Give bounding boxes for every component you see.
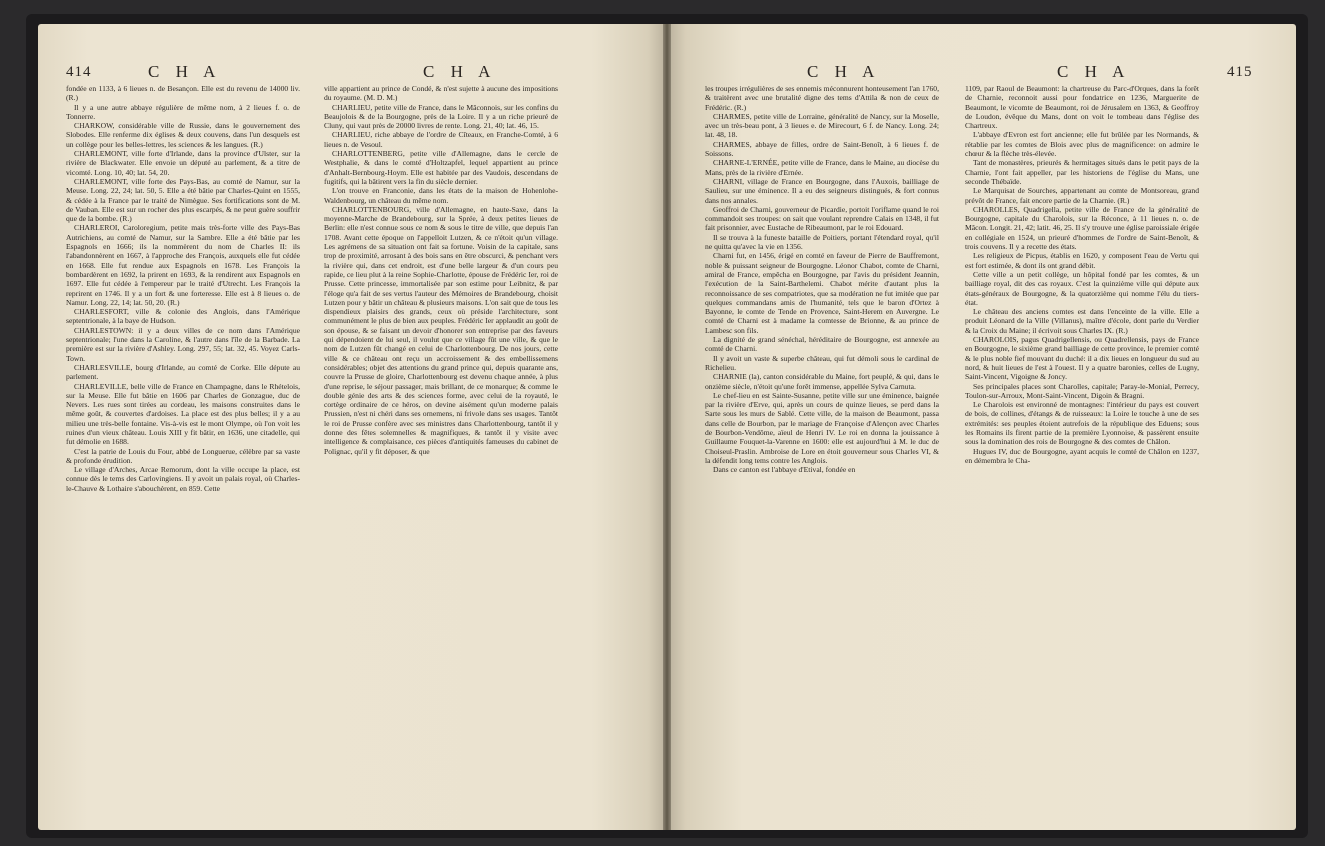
paragraph: Charni fut, en 1456, érigé en comté en faveur de Pierre de Bauffremont, noble & puissant seigneur de Bourgogne. Léonor Chabot, comte de Charni, amiral de France, empêcha en Bourgogne, par l'avis du président Jeannin, l'exécution de la Saint-Barthelemi. Chabot mérite d'autant plus la reconnoissance de ses compatriotes, que sa modération ne fut imitée que par quelques commandans amis de l'humanité, tels que le baron d'Ortez à Bayonne, le comte de Tende en Provence, Saint-Herem en Auvergne. Le comté de Charni est à madame la comtesse de Brionne, & au prince de Lambesc son fils. [705,251,939,335]
paragraph: Il se trouva à la funeste bataille de Poitiers, portant l'étendard royal, qu'il ne quitta qu'avec la vie en 1356. [705,232,939,252]
paragraph: CHARMES, petite ville de Lorraine, généralité de Nancy, sur la Moselle, avec un très-beau pont, à 3 lieues e. de Mirecourt, 6 f. de Nancy. Long. 24; lat. 48, 18. [705,111,939,140]
paragraph: Le château des anciens comtes est dans l'enceinte de la ville. Elle a produit Léonard de la Ville (Villanus), maître d'école, dont parle du Verdier & la Croix du Maine; il écrivoit sous Charles IX. (R.) [965,307,1199,335]
paragraph: CHARLIEU, petite ville de France, dans le Mâconnois, sur les confins du Beaujolois & de la Bourgogne, près de la Loire. Il y a un riche prieuré de Cluny, qui vaut près de 20000 livres de rente. Long. 21, 40; lat. 46, 15. [324,102,558,131]
paragraph: CHARLESVILLE, bourg d'Irlande, au comté de Corke. Elle députe au parlement. [66,362,300,382]
text-column [965,84,1199,465]
paragraph: CHARLOTTENBERG, petite ville d'Allemagne, dans le cercle de Westphalie, & dans le comté d'Holtzapfel, lequel appartient au prince d'Anhalt-Bernbourg-Hoym. Elle est habitée par des Vaudois, descendans de fugitifs, qui la bâtirent vers la fin du siècle dernier. [324,149,558,186]
paragraph: CHAROLLES, Quadrigella, petite ville de France de la généralité de Bourgogne, capitale du Charolois, sur la Réconce, à 11 lieues n. o. de Mâcon. Longit. 21, 42; latit. 46, 25. Il s'y trouve une église paroissiale érigée en collégiale en 1524, un prieuré d'hommes de l'ordre de Saint-Benoît, & trois couvens. Il y a recette des états. [965,204,1199,252]
paragraph: CHARLEVILLE, belle ville de France en Champagne, dans le Rhételois, sur la Meuse. Elle fut bâtie en 1606 par Charles de Gonzague, duc de Nevers. Les rues sont tirées au cordeau, les maisons construites dans le même goût, & couvertes d'ardoises. La place est des plus belles; il y a au milieu une très-belle fontaine. Vis-à-vis est le mont Olympe, où l'on voit les ruines d'un vieux château. Louis XIII y fit bâtir, en 1636, une citadelle, qui fut démolie en 1688. [66,381,300,447]
paragraph: CHARKOW, considérable ville de Russie, dans le gouvernement des Slobodes. Elle renferme dix églises & deux couvens, dans l'un desquels est un collège pour les belles-lettres, les sciences & les langues. (R.) [66,121,300,149]
left-page [38,24,667,830]
paragraph: L'on trouve en Franconie, dans les états de la maison de Hohenlohe-Waldenbourg, un château du même nom. [324,186,558,205]
left-page-header [38,64,667,86]
open-book [26,14,1308,838]
right-page-header [667,64,1296,86]
paragraph: Tant de monastères, prieurés & hermitages situés dans le petit pays de la Charnie, l'ont fait appeller, par les historiens de l'église du Mans, une seconde Thébaïde. [965,158,1199,186]
running-head: C H A [423,62,497,81]
right-page [667,24,1296,830]
paragraph: 1109, par Raoul de Beaumont: la chartreuse du Parc-d'Orques, dans la forêt de Charnie, reconnoit aussi pour fondatrice en 1236, Marguerite de Beaumont, le vicomte de Beaumont, roi de Jérusalem en 1363, & Geoffroy de Loudon, évêque du Mans, dont on voit le tombeau dans l'église des Chartreux. [965,84,1199,131]
paragraph: L'abbaye d'Evron est fort ancienne; elle fut brûlée par les Normands, & rétablie par les comtes de Blois avec plus de magnificence: on admire le chœur & la flèche très-élevée. [965,130,1199,159]
paragraph: CHARLOTTENBOURG, ville d'Allemagne, en haute-Saxe, dans la moyenne-Marche de Brandebourg, sur la Sprée, à deux petites lieues de Berlin: elle n'est connue sous ce nom & sous le titre de ville, que depuis l'an 1708. Avant cette époque on l'appelloit Lutzen, & ce n'étoit qu'un village. Les agrémens de sa situation ont fait sa fortune. Voisin de la capitale, sans trop de proximité, arrosant à des bois sans en être obscurci, & penchant vers la rivière qui, dans cet endroit, est d'une belle largeur & d'un cours peu rapide, ce lieu plut à la reine Sophie-Charlotte, épouse de Frédéric Ier, roi de Prusse. Cette princesse, immortalisée par son estime pour Leibnitz, & par l'éloge qu'a fait de ses vertus l'auteur des Mémoires de Brandebourg, choisit Lutzen pour y bâtir un château & plusieurs maisons. L'on sait que de tous les dispendieux plaisirs des grands, ceux où préside l'architecture, sont communément le plus de bien aux peuples. Frédéric Ier applaudit au goût de son épouse, & se faisant un devoir d'honorer son entreprise par des faveurs qui dépendoient de lui seul, il voulut que ce village fût une ville, & que le nom de Lutzen fût changé en celui de Charlottenbourg. De nos jours, cette ville & ce château ont reçu un accroissement & des embellissemens considérables; objet des attentions du grand prince qui, depuis quarante ans, couvre la Prusse de gloire, Charlottenbourg est devenu chaque année, à plus d'une reprise, le séjour passager, mais brillant, de ce monarque; & comme le double génie des arts & des sciences forme, avec celui de la royauté, le cortège ordinaire de ce héros, on devine aisément qu'un moderne palais Prussien, n'est ni chéri dans ses ornemens, ni frivole dans ses usages. Tantôt le roi de Prusse confère avec ses ministres dans Charlottenbourg, tantôt il y donne des fêtes solemnelles & magnifiques, & tantôt il y visite avec intelligence & complaisance, ces pièces d'antiquités fameuses du cabinet de Polignac, qu'il y fit déposer, & que [324,204,558,456]
page-number: 414 [66,64,92,80]
paragraph: Dans ce canton est l'abbaye d'Etival, fondée en [713,465,856,475]
paragraph: C'est la patrie de Louis du Four, abbé de Longuerue, célèbre par sa vaste & profonde érudition. [66,446,300,465]
text-column [324,84,558,456]
paragraph: ville appartient au prince de Condé, & n'est sujette à aucune des impositions du royaume. (M. D. M.) [324,84,558,103]
paragraph: Cette ville a un petit collège, un hôpital fondé par les comtes, & un bailliage royal, dit des cas royaux. C'est la quinzième ville qui députe aux états-généraux de Bourgogne, & la quatorzième qui nomme l'élu du tiers-état. [965,269,1199,307]
paragraph: Le village d'Arches, Arcae Remorum, dont la ville occupe la place, est connue dès le tems des Carlovingiens. Il y avoit un palais royal, où Charles-le-Chauve & Lothaire s'abouchèrent, en 859. Cette [66,465,300,493]
paragraph: Le Charolois est environné de montagnes: l'intérieur du pays est couvert de bois, de collines, d'étangs & de ruisseaux: la Loire le touche à une de ses extrémités: ses peuples étoient autrefois de la république des Eduens; sous les Romains ils firent partie de la première Lyonnoise, & passèrent ensuite sous la domination des rois de Bourgogne & des comtes de Châlon. [965,400,1199,447]
paragraph: CHARLIEU, riche abbaye de l'ordre de Cîteaux, en Franche-Comté, à 6 lieues n. de Vesoul. [324,130,558,149]
paragraph: Le Marquisat de Sourches, appartenant au comte de Montsoreau, grand prévôt de France, fait encore partie de la Charnie. (R.) [965,186,1199,205]
paragraph: La dignité de grand sénéchal, héréditaire de Bourgogne, est annexée au comté de Charni. [705,335,939,354]
paragraph: CHARLEROI, Caroloregium, petite mais très-forte ville des Pays-Bas Autrichiens, au comté de Namur, sur la Sambre. Elle a été bâtie par les Espagnols en 1666; ils la nommèrent du nom de Charles II: ils l'abandonnèrent en 1667, à l'approche des François, auxquels elle fut cédée en 1668. Elle fut rendue aux Espagnols en 1678. Les François la bombardèrent en 1692, la prirent en 1693, & la rendirent aux Espagnols en 1697. Elle fut cédée à l'empereur par le traité d'Utrecht. Les François la reprirent en 1746. Il y a un fort & une forteresse. Elle est à 8 lieues o. de Namur. Long. 22, 14; lat. 50, 20. (R.) [66,223,300,307]
text-column [66,84,300,493]
text-column [705,84,939,474]
running-head: C H A [148,62,222,81]
page-number: 415 [1227,64,1253,80]
paragraph: CHARLESTOWN: il y a deux villes de ce nom dans l'Amérique septentrionale; l'une dans la Caroline, & l'autre dans l'île de la Barbade. La première est sur la rivière d'Ashley. Long. 297, 55; lat. 32, 45. Voyez Carls-Town. [66,325,300,363]
paragraph: CHARNIE (la), canton considérable du Maine, fort peuplé, & qui, dans le onzième siècle, n'étoit qu'une forêt immense, appellée Sylva Carnuta. [705,372,939,391]
paragraph: Il y avoit un vaste & superbe château, qui fut démoli sous le cardinal de Richelieu. [705,353,939,372]
paragraph: CHARNE-L'ERNÉE, petite ville de France, dans le Maine, au diocèse du Mans, près de la rivière d'Ernée. [705,158,939,177]
paragraph: CHARLESFORT, ville & colonie des Anglois, dans l'Amérique septentrionale, à la baye de Hudson. [66,307,300,326]
paragraph: CHARNI, village de France en Bourgogne, dans l'Auxois, bailliage de Saulieu, sur une éminence. Il a eu des seigneurs distingués, & fort connus dans nos annales. [705,176,939,205]
paragraph: Il y a une autre abbaye régulière de même nom, à 2 lieues f. o. de Tonnerre. [66,102,300,121]
paragraph: CHARLEMONT, ville forte des Pays-Bas, au comté de Namur, sur la Meuse. Long. 22, 24; lat. 50, 5. Elle a été bâtie par Charles-Quint en 1555, & cédée à la France par le traité de Nimègue. Ses fortifications sont de M. de Vauban. Elle est sur un rocher des plus escarpés, & ne peut guère souffrir que de la bombe. (R.) [66,176,300,224]
paragraph: les troupes irrégulières de ses ennemis méconnurent honteusement l'an 1760, & traitèrent avec une brutalité digne des tems d'Attila & non de ceux de Frédéric. (R.) [705,84,939,112]
running-head: C H A [807,62,881,81]
running-head: C H A [1057,62,1131,81]
paragraph: CHARLEMONT, ville forte d'Irlande, dans la province d'Ulster, sur la rivière de Blackwater. Elle envoie un député au parlement, & a titre de vicomté. Long. 10, 40; lat. 54, 20. [66,149,300,177]
paragraph: CHAROLOIS, pagus Quadrigellensis, ou Quadrellensis, pays de France en Bourgogne, le sixième grand bailliage de cette province, le premier comté & le plus noble fief mouvant du duché: il a dix lieues en longueur du sud au nord, & huit lieues de l'est à l'ouest. Il y a quatre baronies, celles de Lugny, Saint-Vincent, Vigoigne & Joncy. [965,335,1199,382]
paragraph: Hugues IV, duc de Bourgogne, ayant acquis le comté de Châlon en 1237, en démembra le Cha- [965,446,1199,465]
paragraph: fondée en 1133, à 6 lieues n. de Besançon. Elle est du revenu de 14000 liv. (R.) [66,84,300,103]
paragraph: Les religieux de Picpus, établis en 1620, y composent l'eau de Vertu qui est fort estimée, & dont ils ont grand débit. [965,251,1199,270]
paragraph: Le chef-lieu en est Sainte-Susanne, petite ville sur une éminence, baignée par la rivière d'Erve, qui, après un cours de quinze lieues, se perd dans la Sarte sous les murs de Sablé. Cette ville, de la maison de Beaumont, passa dans celle de Bourbon, par le mariage de Françoise d'Alençon avec Charles de Bourbon-Vendôme, aïeul de Henri IV. Le roi en donna la jouissance à Guillaume Fouquet-la-Varenne en 1600: elle est aujourd'hui à M. le duc de Choiseul-Praslin. Ambroise de Lore en étoit gouverneur sous Charles VI, & la défendit long tems contre les Anglois. [705,390,939,465]
book-gutter [663,24,671,830]
paragraph: Ses principales places sont Charolles, capitale; Paray-le-Monial, Perrecy, Toulon-sur-Arroux, Mont-Saint-Vincent, Digoin & Bragni. [965,381,1199,400]
paragraph: CHARMES, abbaye de filles, ordre de Saint-Benoît, à 6 lieues f. de Soissons. [705,139,939,159]
paragraph: Geoffroi de Charni, gouverneur de Picardie, portoit l'oriflame quand le roi commandoit ses troupes: on sait que voulant reprendre Calais en 1348, il fut fait prisonnier, avec Eustache de Ribeaumont, par le roi Edouard. [705,204,939,233]
